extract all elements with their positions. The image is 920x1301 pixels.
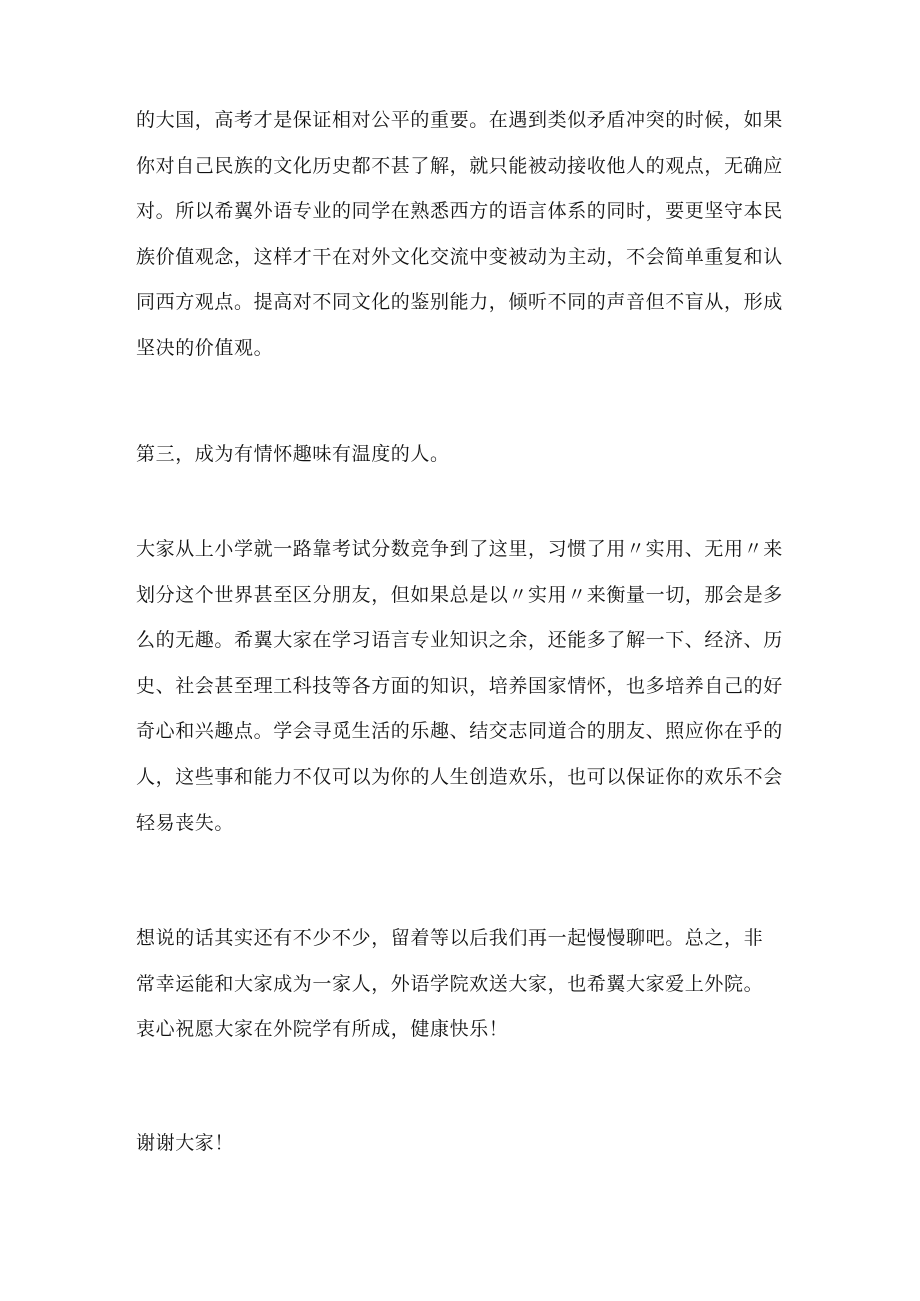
text-line: 衷心祝愿大家在外院学有所成，健康快乐！ <box>136 1018 509 1041</box>
text-line: 想说的话其实还有不少不少，留着等以后我们再一起慢慢聊吧。总之，非 <box>136 927 764 949</box>
paragraph-thanks <box>136 1121 806 1167</box>
text-line: 谢谢大家！ <box>136 1132 235 1154</box>
paragraph-third-point-heading <box>136 432 806 478</box>
text-line: 对。所以希翼外语专业的同学在熟悉西方的语言体系的同时，要更坚守本民 <box>136 200 783 223</box>
paragraph-cultural-values <box>136 98 806 372</box>
paragraph-closing-wishes <box>136 916 806 1053</box>
text-line: 你对自己民族的文化历史都不甚了解，就只能被动接收他人的观点，无确应 <box>136 154 783 177</box>
text-line: 人，这些事和能力不仅可以为你的人生创造欢乐，也可以保证你的欢乐不会 <box>136 765 783 788</box>
text-line: 么的无趣。希翼大家在学习语言专业知识之余，还能多了解一下、经济、历 <box>136 629 783 652</box>
text-line: 第三，成为有情怀趣味有温度的人。 <box>136 443 450 465</box>
text-line: 同西方观点。提高对不同文化的鉴别能力，倾听不同的声音但不盲从，形成 <box>136 291 783 314</box>
paragraph-interests <box>136 527 806 846</box>
text-line: 坚决的价值观。 <box>136 336 274 359</box>
text-line: 奇心和兴趣点。学会寻觅生活的乐趣、结交志同道合的朋友、照应你在乎的 <box>136 720 783 743</box>
text-line: 划分这个世界甚至区分朋友，但如果总是以〃实用〃来衡量一切，那会是多 <box>136 583 783 606</box>
text-line: 族价值观念，这样才干在对外文化交流中变被动为主动，不会简单重复和认 <box>136 245 783 268</box>
text-line: 大家从上小学就一路靠考试分数竞争到了这里，习惯了用〃实用、无用〃来 <box>136 538 783 560</box>
text-line: 轻易丧失。 <box>136 811 235 834</box>
text-line: 的大国，高考才是保证相对公平的重要。在遇到类似矛盾冲突的时候，如果 <box>136 109 783 131</box>
text-line: 史、社会甚至理工科技等各方面的知识，培养国家情怀，也多培养自己的好 <box>136 674 783 697</box>
text-line: 常幸运能和大家成为一家人，外语学院欢送大家，也希翼大家爱上外院。 <box>136 972 764 995</box>
